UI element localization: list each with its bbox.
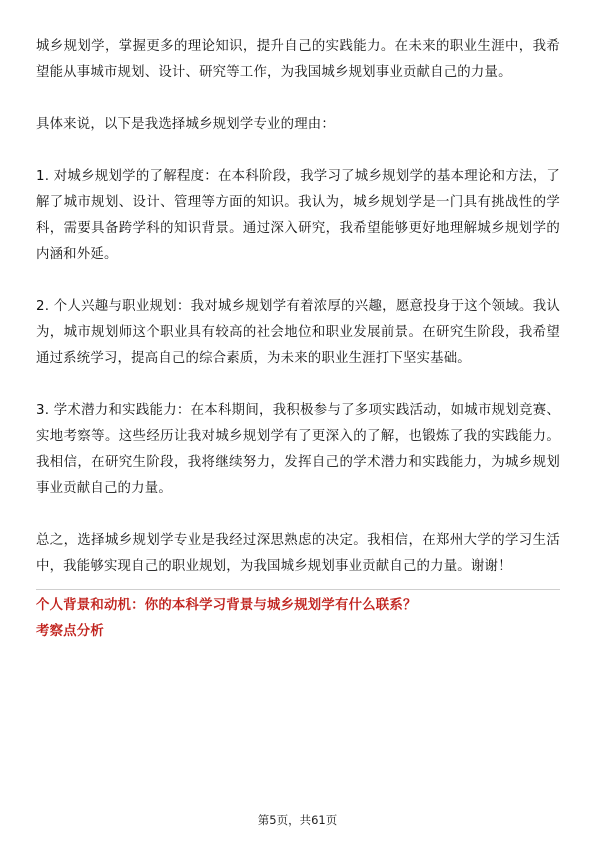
paragraph-intro: 城乡规划学，掌握更多的理论知识，提升自己的实践能力。在未来的职业生涯中，我希望能从事城市规划、设计、研究等工作，为我国城乡规划事业贡献自己的力量。 bbox=[36, 39, 560, 80]
question-title: 个人背景和动机：你的本科学习背景与城乡规划学有什么联系？ bbox=[36, 598, 417, 613]
paragraph-reason-3: 3. 学术潜力和实践能力：在本科期间，我积极参与了多项实践活动，如城市规划竞赛、实地考察等。这些经历让我对城乡规划学有了更深入的了解，也锻炼了我的实践能力。我相信，在研究生阶段，我将继续努力，发挥自己的学术潜力和实践能力，为城乡规划事业贡献自己的力量。 bbox=[36, 403, 560, 496]
paragraph-conclusion: 总之，选择城乡规划学专业是我经过深思熟虑的决定。我相信，在郑州大学的学习生活中，我能够实现自己的职业规划，为我国城乡规划事业贡献自己的力量。谢谢！ bbox=[36, 533, 560, 574]
analysis-heading: 考察点分析 bbox=[36, 624, 104, 639]
paragraph-reason-2: 2. 个人兴趣与职业规划：我对城乡规划学有着浓厚的兴趣，愿意投身于这个领域。我认为，城市规划师这个职业具有较高的社会地位和职业发展前景。在研究生阶段，我希望通过系统学习，提高自己的综合素质，为未来的职业生涯打下坚实基础。 bbox=[36, 299, 560, 366]
paragraph-reason-1: 1. 对城乡规划学的了解程度：在本科阶段，我学习了城乡规划学的基本理论和方法，了解了城市规划、设计、管理等方面的知识。我认为，城乡规划学是一门具有挑战性的学科，需要具备跨学科的知识背景。通过深入研究，我希望能够更好地理解城乡规划学的内涵和外延。 bbox=[36, 169, 560, 262]
page-number: 第5页，共61页 bbox=[257, 813, 338, 827]
paragraph-reasons-lead: 具体来说，以下是我选择城乡规划学专业的理由： bbox=[36, 117, 335, 132]
section-divider bbox=[36, 589, 560, 590]
page-content bbox=[36, 34, 560, 645]
